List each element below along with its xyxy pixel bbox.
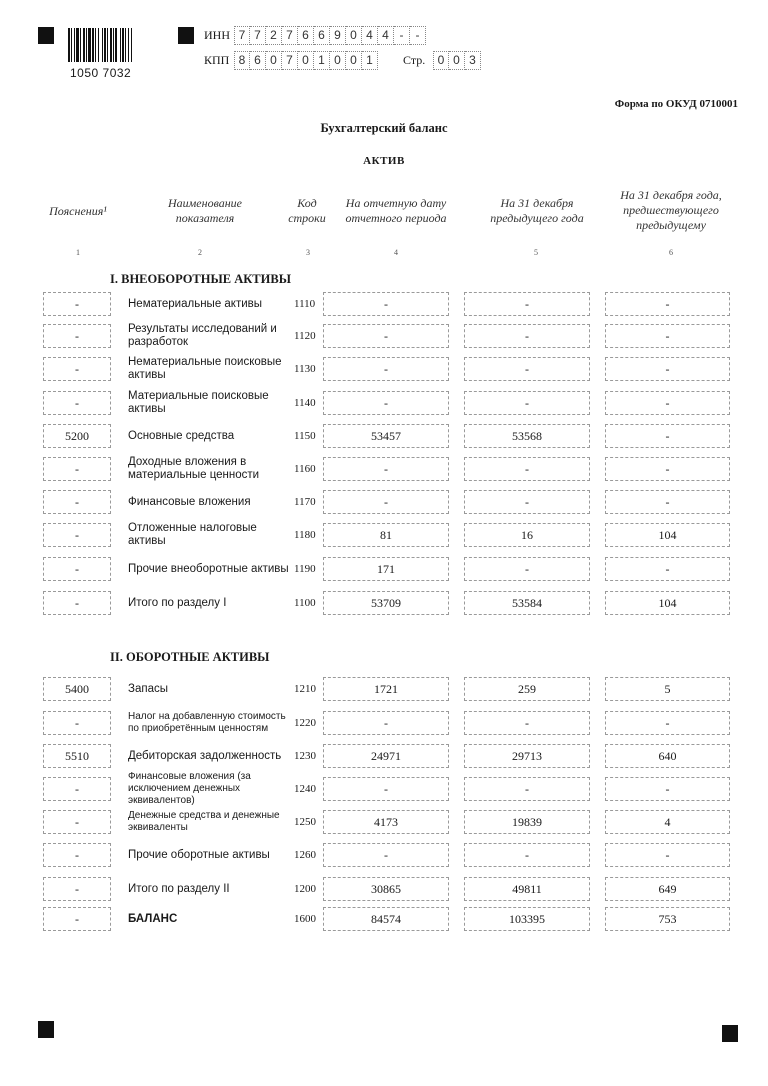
column-number: 5 (534, 248, 538, 257)
page-digit-cell: 0 (433, 51, 449, 70)
notes-cell: - (43, 591, 111, 615)
prev-year-value: - (464, 292, 590, 316)
balance-row-1240 (0, 771, 768, 806)
year-before-prev-value: 4 (605, 810, 730, 834)
line-code: 1200 (294, 883, 316, 895)
okud-form-code: Форма по ОКУД 0710001 (614, 98, 738, 110)
indicator-name: Итого по разделу II (128, 882, 230, 895)
reporting-date-value: 4173 (323, 810, 449, 834)
line-code: 1220 (294, 717, 316, 729)
page-label: Стр. (403, 53, 426, 67)
column-header-prev-year: На 31 декабря предыдущего года (490, 196, 584, 225)
year-before-prev-value: 753 (605, 907, 730, 931)
section-title-current-assets: II. ОБОРОТНЫЕ АКТИВЫ (110, 650, 270, 664)
balance-row-1130 (0, 357, 768, 381)
year-before-prev-value: 649 (605, 877, 730, 901)
line-code: 1130 (294, 363, 316, 375)
section-title-noncurrent-assets: I. ВНЕОБОРОТНЫЕ АКТИВЫ (110, 272, 291, 286)
column-number: 2 (198, 248, 202, 257)
kpp-digit-cell: 0 (298, 51, 314, 70)
reporting-date-value: - (323, 391, 449, 415)
inn-digit-cell: 7 (282, 26, 298, 45)
indicator-name: Итого по разделу I (128, 596, 227, 609)
balance-row-1140 (0, 391, 768, 415)
prev-year-value: - (464, 490, 590, 514)
balance-row-1190 (0, 557, 768, 581)
column-header-name: Наименование показателя (167, 196, 242, 225)
column-number: 1 (76, 248, 80, 257)
year-before-prev-value: - (605, 777, 730, 801)
indicator-name: Финансовые вложения (за исключением денежных эквивалентов) (128, 771, 251, 806)
reporting-date-value: - (323, 711, 449, 735)
reporting-date-value: 24971 (323, 744, 449, 768)
indicator-name: Прочие внеоборотные активы (128, 562, 289, 575)
prev-year-value: 49811 (464, 877, 590, 901)
reporting-date-value: - (323, 324, 449, 348)
year-before-prev-value: - (605, 557, 730, 581)
balance-row-1260 (0, 843, 768, 867)
kpp-digit-cell: 1 (362, 51, 378, 70)
barcode-number: 1050 7032 (70, 66, 132, 80)
registration-marker-bottom-left (38, 1021, 54, 1038)
notes-cell: - (43, 557, 111, 581)
reporting-date-value: 84574 (323, 907, 449, 931)
column-number: 4 (394, 248, 398, 257)
kpp-digit-cell: 1 (314, 51, 330, 70)
inn-cells (234, 26, 426, 45)
year-before-prev-value: - (605, 292, 730, 316)
year-before-prev-value: - (605, 424, 730, 448)
column-header-notes: Пояснения¹ (49, 204, 107, 218)
notes-cell: 5200 (43, 424, 111, 448)
notes-cell: - (43, 490, 111, 514)
prev-year-value: - (464, 324, 590, 348)
prev-year-value: 16 (464, 523, 590, 547)
year-before-prev-value: - (605, 490, 730, 514)
indicator-name: Дебиторская задолженность (128, 749, 282, 762)
notes-cell: - (43, 324, 111, 348)
reporting-date-value: 1721 (323, 677, 449, 701)
notes-cell: 5400 (43, 677, 111, 701)
indicator-name: Налог на добавленную стоимость по приобретённым ценностям (128, 711, 286, 734)
year-before-prev-value: 104 (605, 523, 730, 547)
reporting-date-value: 81 (323, 523, 449, 547)
indicator-name: Нематериальные активы (128, 297, 263, 310)
prev-year-value: 103395 (464, 907, 590, 931)
prev-year-value: 259 (464, 677, 590, 701)
indicator-name: Прочие оборотные активы (128, 848, 270, 861)
indicator-name: Основные средства (128, 429, 235, 442)
balance-row-1100 (0, 591, 768, 615)
indicator-name: Доходные вложения в материальные ценности (128, 456, 260, 481)
prev-year-value: - (464, 843, 590, 867)
prev-year-value: 29713 (464, 744, 590, 768)
notes-cell: 5510 (43, 744, 111, 768)
line-code: 1250 (294, 816, 316, 828)
kpp-digit-cell: 0 (346, 51, 362, 70)
inn-digit-cell: 6 (298, 26, 314, 45)
kpp-digit-cell: 0 (266, 51, 282, 70)
kpp-digit-cell: 6 (250, 51, 266, 70)
line-code: 1160 (294, 463, 316, 475)
balance-row-1150 (0, 424, 768, 448)
reporting-date-value: - (323, 457, 449, 481)
prev-year-value: - (464, 457, 590, 481)
column-number: 6 (669, 248, 673, 257)
reporting-date-value: 53457 (323, 424, 449, 448)
indicator-name: Финансовые вложения (128, 495, 251, 508)
line-code: 1110 (294, 298, 316, 310)
reporting-date-value: - (323, 292, 449, 316)
inn-digit-cell: 9 (330, 26, 346, 45)
inn-digit-cell: 6 (314, 26, 330, 45)
line-code: 1140 (294, 397, 316, 409)
page-digit-cell: 3 (465, 51, 481, 70)
notes-cell: - (43, 391, 111, 415)
line-code: 1210 (294, 683, 316, 695)
reporting-date-value: 30865 (323, 877, 449, 901)
notes-cell: - (43, 777, 111, 801)
section-heading-aktiv: АКТИВ (363, 155, 405, 167)
year-before-prev-value: - (605, 391, 730, 415)
notes-cell: - (43, 711, 111, 735)
reporting-date-value: 171 (323, 557, 449, 581)
reporting-date-value: - (323, 843, 449, 867)
prev-year-value: 53584 (464, 591, 590, 615)
prev-year-value: - (464, 391, 590, 415)
barcode (68, 28, 156, 62)
column-number: 3 (306, 248, 310, 257)
inn-digit-cell: 4 (378, 26, 394, 45)
year-before-prev-value: - (605, 457, 730, 481)
page-number-cells (433, 51, 481, 70)
line-code: 1190 (294, 563, 316, 575)
indicator-name: Материальные поисковые активы (128, 390, 269, 415)
registration-marker-top-middle (178, 27, 194, 44)
indicator-name: Запасы (128, 682, 168, 695)
line-code: 1260 (294, 849, 316, 861)
notes-cell: - (43, 457, 111, 481)
indicator-name: Отложенные налоговые активы (128, 522, 257, 547)
inn-digit-cell: 7 (234, 26, 250, 45)
line-code: 1120 (294, 330, 316, 342)
document-title: Бухгалтерский баланс (320, 121, 448, 135)
prev-year-value: - (464, 357, 590, 381)
inn-digit-cell: - (410, 26, 426, 45)
year-before-prev-value: 640 (605, 744, 730, 768)
reporting-date-value: - (323, 490, 449, 514)
page-digit-cell: 0 (449, 51, 465, 70)
inn-digit-cell: 4 (362, 26, 378, 45)
indicator-name: Нематериальные поисковые активы (128, 356, 282, 381)
column-header-code: Код строки (288, 196, 326, 225)
kpp-cells (234, 51, 378, 70)
line-code: 1230 (294, 750, 316, 762)
balance-row-1230 (0, 744, 768, 768)
prev-year-value: - (464, 711, 590, 735)
notes-cell: - (43, 523, 111, 547)
balance-row-1110 (0, 292, 768, 316)
line-code: 1100 (294, 597, 316, 609)
reporting-date-value: 53709 (323, 591, 449, 615)
column-header-year-before-prev: На 31 декабря года, предшествующего предыдущему (620, 188, 722, 232)
registration-marker-top-left (38, 27, 54, 44)
notes-cell: - (43, 877, 111, 901)
inn-label: ИНН (204, 28, 230, 42)
notes-cell: - (43, 810, 111, 834)
balance-row-1170 (0, 490, 768, 514)
prev-year-value: - (464, 557, 590, 581)
kpp-digit-cell: 7 (282, 51, 298, 70)
line-code: 1170 (294, 496, 316, 508)
line-code: 1180 (294, 529, 316, 541)
inn-digit-cell: 2 (266, 26, 282, 45)
kpp-digit-cell: 8 (234, 51, 250, 70)
reporting-date-value: - (323, 357, 449, 381)
notes-cell: - (43, 843, 111, 867)
balance-row-1210 (0, 677, 768, 701)
year-before-prev-value: - (605, 357, 730, 381)
indicator-name: БАЛАНС (128, 912, 178, 925)
year-before-prev-value: - (605, 843, 730, 867)
kpp-label: КПП (204, 53, 230, 67)
balance-row-1120 (0, 324, 768, 348)
prev-year-value: - (464, 777, 590, 801)
inn-digit-cell: 7 (250, 26, 266, 45)
reporting-date-value: - (323, 777, 449, 801)
prev-year-value: 53568 (464, 424, 590, 448)
balance-row-1250 (0, 810, 768, 834)
notes-cell: - (43, 907, 111, 931)
notes-cell: - (43, 292, 111, 316)
balance-row-1220 (0, 711, 768, 735)
inn-digit-cell: - (394, 26, 410, 45)
notes-cell: - (43, 357, 111, 381)
indicator-name: Денежные средства и денежные эквиваленты (128, 810, 280, 833)
year-before-prev-value: 5 (605, 677, 730, 701)
prev-year-value: 19839 (464, 810, 590, 834)
line-code: 1240 (294, 783, 316, 795)
balance-row-1600 (0, 907, 768, 931)
line-code: 1150 (294, 430, 316, 442)
balance-row-1200 (0, 877, 768, 901)
indicator-name: Результаты исследований и разработок (128, 323, 277, 348)
registration-marker-bottom-right (722, 1025, 738, 1042)
balance-row-1160 (0, 457, 768, 481)
inn-digit-cell: 0 (346, 26, 362, 45)
year-before-prev-value: 104 (605, 591, 730, 615)
year-before-prev-value: - (605, 324, 730, 348)
line-code: 1600 (294, 913, 316, 925)
kpp-digit-cell: 0 (330, 51, 346, 70)
column-header-reporting-date: На отчетную дату отчетного периода (345, 196, 447, 225)
year-before-prev-value: - (605, 711, 730, 735)
balance-row-1180 (0, 523, 768, 547)
